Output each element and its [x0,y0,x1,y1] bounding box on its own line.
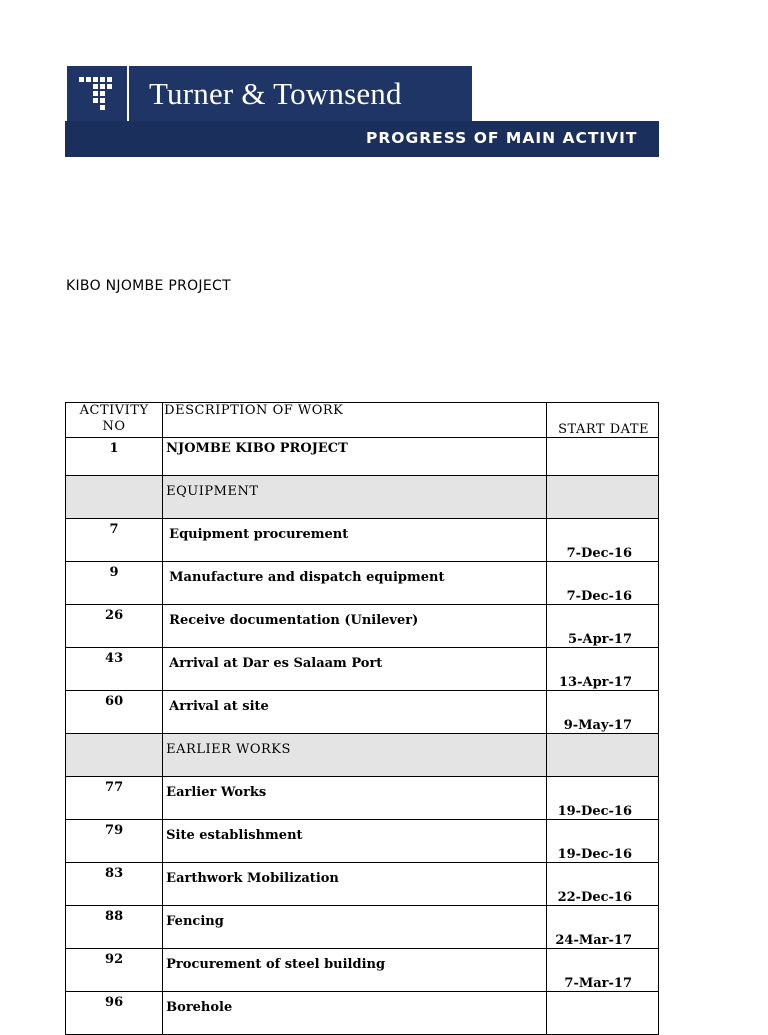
start-date-cell [546,734,658,777]
activity-no-cell [66,476,163,519]
start-date-cell: 7-Dec-16 [546,519,658,562]
description-cell: NJOMBE KIBO PROJECT [163,438,547,476]
table-row [66,648,659,691]
start-date-cell: 24-Mar-17 [546,906,658,949]
section-row [66,734,659,777]
logo-text: Turner & Townsend [149,76,402,111]
table-row [66,992,659,1035]
description-cell: Manufacture and dispatch equipment [163,562,547,605]
description-cell: Earthwork Mobilization [163,863,547,906]
activity-no-cell: 88 [66,906,163,949]
activity-no-cell: 7 [66,519,163,562]
activity-no-cell: 26 [66,605,163,648]
activity-no-cell: 79 [66,820,163,863]
start-date-cell: 7-Mar-17 [546,949,658,992]
description-cell: Fencing [163,906,547,949]
activity-no-cell: 83 [66,863,163,906]
description-cell: Earlier Works [163,777,547,820]
activity-no-cell: 60 [66,691,163,734]
activity-no-cell: 92 [66,949,163,992]
description-cell: Receive documentation (Unilever) [163,605,547,648]
start-date-cell: 22-Dec-16 [546,863,658,906]
table-row [66,605,659,648]
description-cell: Equipment procurement [163,519,547,562]
description-cell: Site establishment [163,820,547,863]
activity-no-cell: 43 [66,648,163,691]
table-row [66,777,659,820]
start-date-cell: 19-Dec-16 [546,777,658,820]
start-date-cell [546,992,658,1035]
activity-no-cell: 9 [66,562,163,605]
table-row [66,949,659,992]
activity-no-cell: 77 [66,777,163,820]
table-row [66,438,659,476]
description-cell: Borehole [163,992,547,1035]
description-cell: Arrival at site [163,691,547,734]
page-title: PROGRESS OF MAIN ACTIVIT [366,129,638,147]
description-cell: Procurement of steel building [163,949,547,992]
description-cell: EQUIPMENT [163,476,547,519]
title-bar [65,121,659,157]
activity-no-cell: 1 [66,438,163,476]
header-activity-no: ACTIVITY NO [66,403,163,438]
activity-no-cell: 96 [66,992,163,1035]
start-date-cell: 5-Apr-17 [546,605,658,648]
table-row [66,519,659,562]
start-date-cell: 7-Dec-16 [546,562,658,605]
section-row [66,476,659,519]
start-date-cell [546,438,658,476]
table-row [66,820,659,863]
activity-no-cell [66,734,163,777]
start-date-cell: 19-Dec-16 [546,820,658,863]
table-row [66,863,659,906]
header-start-date: START DATE [546,403,658,438]
table-row [66,562,659,605]
start-date-cell [546,476,658,519]
tt-dot-grid-icon [67,66,129,122]
activity-table [65,402,659,1035]
header-description: DESCRIPTION OF WORK [163,403,547,438]
company-logo [67,66,472,122]
project-name: KIBO NJOMBE PROJECT [66,278,231,294]
start-date-cell: 13-Apr-17 [546,648,658,691]
table-row [66,906,659,949]
description-cell: Arrival at Dar es Salaam Port [163,648,547,691]
table-row [66,691,659,734]
description-cell: EARLIER WORKS [163,734,547,777]
table-header-row [66,403,659,438]
start-date-cell: 9-May-17 [546,691,658,734]
